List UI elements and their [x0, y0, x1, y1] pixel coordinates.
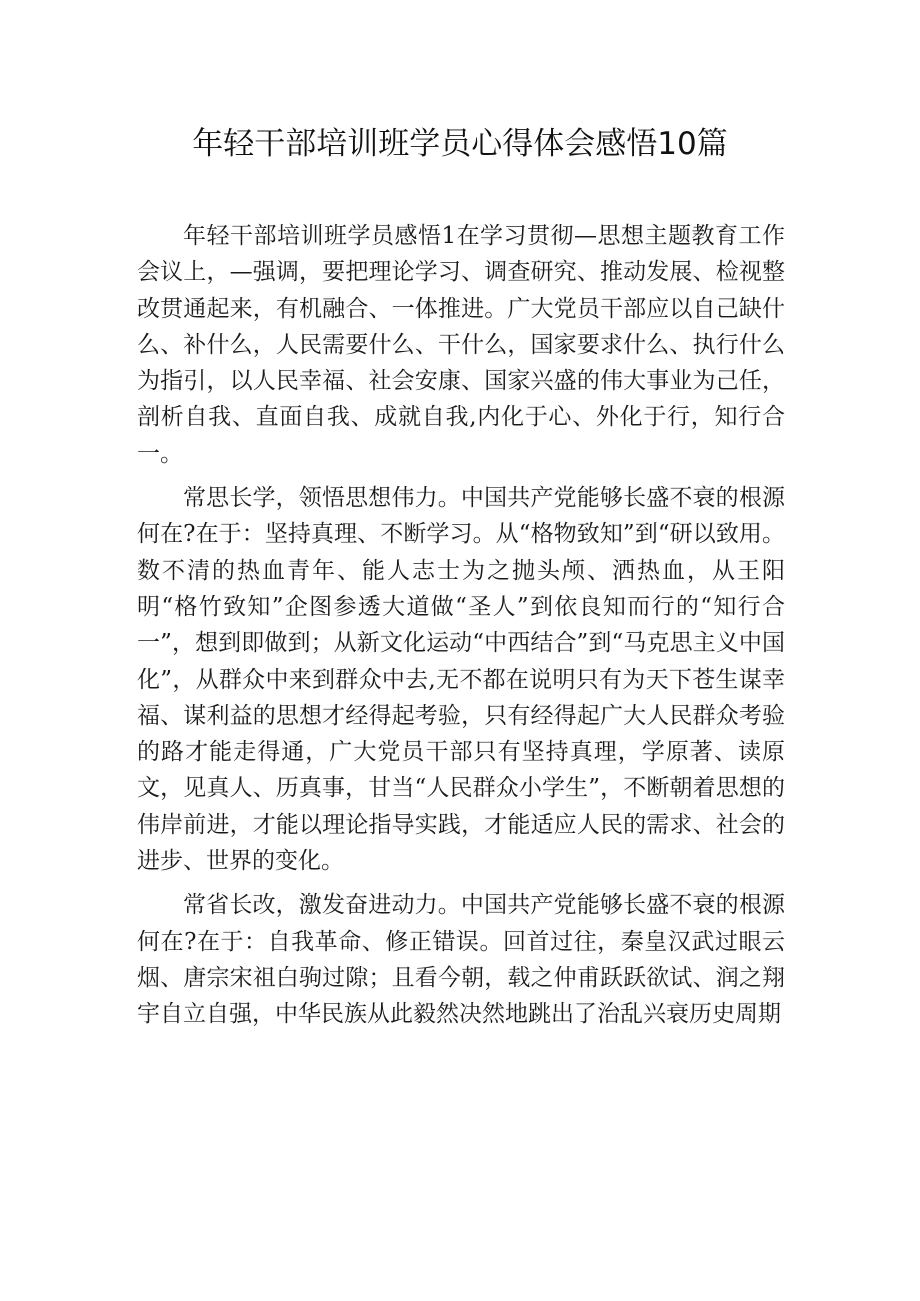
paragraph-2: 常思长学，领悟思想伟力。中国共产党能够长盛不衰的根源何在?在于：坚持真理、不断学习。从“格物致知”到“研以致用。数不清的热血青年、能人志士为之抛头颅、洒热血，从王阳明“格竹致知”企图参透大道做“圣人”到依良知而行的“知行合一”，想到即做到；从新文化运动“中西结合”到“马克思主义中国化”，从群众中来到群众中去,无不都在说明只有为天下苍生谋幸福、谋利益的思想才经得起考验，只有经得起广大人民群众考验的路才能走得通，广大党员干部只有坚持真理，学原著、读原文，见真人、历真事，甘当“人民群众小学生”，不断朝着思想的伟岸前进，才能以理论指导实践，才能适应人民的需求、社会的进步、世界的变化。 [137, 485, 785, 875]
document-title: 年轻干部培训班学员心得体会感悟10篇 [192, 126, 728, 162]
paragraph-3: 常省长改，激发奋进动力。中国共产党能够长盛不衰的根源何在?在于：自我革命、修正错误。回首过往，秦皇汉武过眼云烟、唐宗宋祖白驹过隙；且看今朝，载之仲甫跃跃欲试、润之翔宇自立自强，中华民族从此毅然决然地跳出了治乱兴衰历史周期 [137, 892, 785, 1028]
paragraph-1: 年轻干部培训班学员感悟1在学习贯彻—思想主题教育工作会议上，—强调，要把理论学习、调查研究、推动发展、检视整改贯通起来，有机融合、一体推进。广大党员干部应以自己缺什么、补什么，人民需要什么、干什么，国家要求什么、执行什么为指引，以人民幸福、社会安康、国家兴盛的伟大事业为己任，剖析自我、直面自我、成就自我,内化于心、外化于行，知行合一。 [137, 223, 785, 467]
document-body [137, 218, 785, 1041]
